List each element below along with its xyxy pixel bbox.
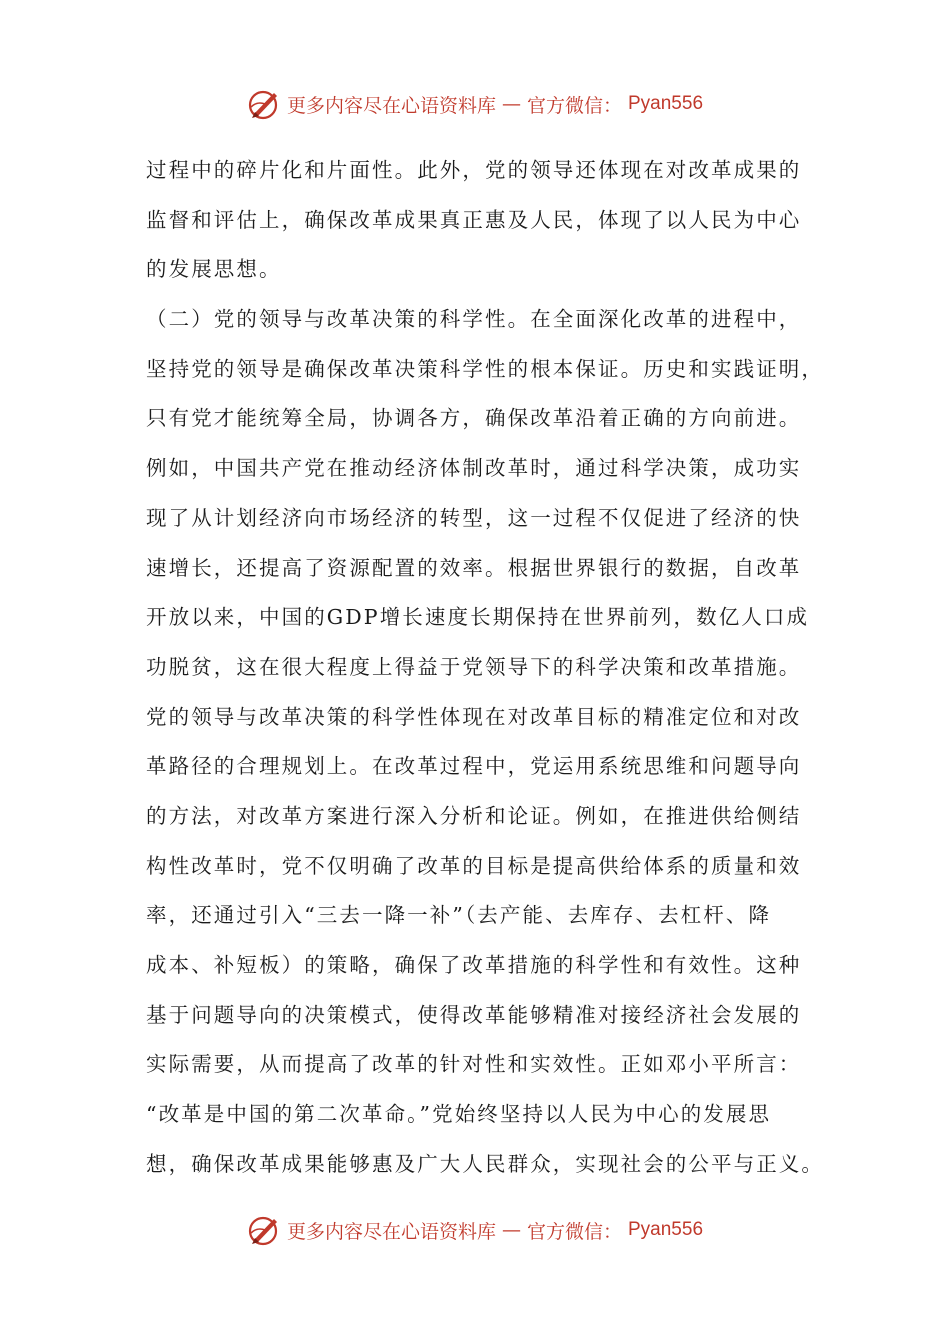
body-line: 的方法，对改革方案进行深入分析和论证。例如，在推进供给侧结	[146, 803, 802, 828]
body-line: 功脱贫，这在很大程度上得益于党领导下的科学决策和改革措施。	[146, 654, 802, 679]
banner-separator: —	[501, 1219, 521, 1241]
body-line: 党的领导与改革决策的科学性体现在对改革目标的精准定位和对改	[146, 704, 802, 729]
body-line: 革路径的合理规划上。在改革过程中，党运用系统思维和问题导向	[146, 754, 802, 779]
body-line: 开放以来，中国的GDP增长速度长期保持在世界前列，数亿人口成	[146, 605, 810, 630]
body-line: “改革是中国的第二次革命。”党始终坚持以人民为中心的发展思	[146, 1102, 772, 1127]
body-line: 实际需要，从而提高了改革的针对性和实效性。正如邓小平所言：	[146, 1052, 802, 1077]
banner-title: 更多内容尽在心语资料库	[286, 1220, 496, 1243]
body-line: 成本、补短板）的策略，确保了改革措施的科学性和有效性。这种	[146, 953, 802, 977]
body-line: 率，还通过引入“三去一降一补”（去产能、去库存、去杠杆、降	[146, 903, 772, 928]
section-heading-line: （二）党的领导与改革决策的科学性。在全面深化改革的进程中，	[146, 307, 802, 332]
body-line: 基于问题导向的决策模式，使得改革能够精准对接经济社会发展的	[146, 1002, 802, 1027]
banner-title: 更多内容尽在心语资料库	[286, 94, 496, 117]
body-line: 监督和评估上，确保改革成果真正惠及人民，体现了以人民为中心	[146, 207, 802, 232]
body-line: 构性改革时，党不仅明确了改革的目标是提高供给体系的质量和效	[146, 853, 802, 878]
body-line: 速增长，还提高了资源配置的效率。根据世界银行的数据，自改革	[146, 555, 802, 580]
body-line: 现了从计划经济向市场经济的转型，这一过程不仅促进了经济的快	[146, 505, 802, 530]
banner-wechat-id: Pyan556	[628, 93, 704, 114]
body-line: 坚持党的领导是确保改革决策科学性的根本保证。历史和实践证明，	[146, 356, 824, 381]
document-body	[146, 146, 826, 1189]
banner-wechat-label: 官方微信：	[526, 1220, 622, 1243]
header-banner	[0, 84, 950, 124]
banner-wechat-id: Pyan556	[628, 1219, 704, 1240]
brush-pen-logo-icon	[247, 87, 281, 121]
body-line: 想，确保改革成果能够惠及广大人民群众，实现社会的公平与正义。	[146, 1151, 824, 1176]
body-line: 例如，中国共产党在推动经济体制改革时，通过科学决策，成功实	[146, 456, 802, 481]
banner-wechat-label: 官方微信：	[526, 94, 622, 117]
body-line: 的发展思想。	[146, 257, 282, 282]
brush-pen-logo-icon	[247, 1213, 281, 1247]
footer-banner	[0, 1210, 950, 1250]
banner-separator: —	[501, 93, 521, 115]
body-line: 过程中的碎片化和片面性。此外，党的领导还体现在对改革成果的	[146, 158, 802, 182]
body-line: 只有党才能统筹全局，协调各方，确保改革沿着正确的方向前进。	[146, 406, 802, 431]
